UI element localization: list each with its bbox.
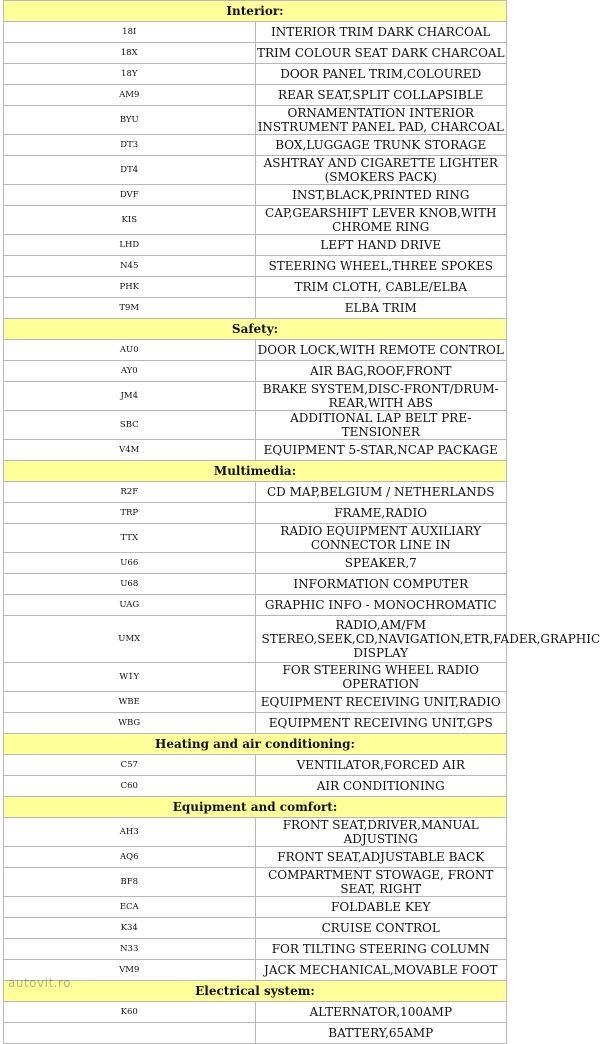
section-title: Heating and air conditioning: (4, 734, 507, 755)
option-code: ECA (4, 897, 256, 918)
option-code: V4M (4, 440, 256, 461)
option-row (4, 553, 507, 574)
option-description: COMPARTMENT STOWAGE, FRONT SEAT, RIGHT (255, 868, 507, 897)
option-code: 18Y (4, 64, 256, 85)
option-description: BRAKE SYSTEM,DISC-FRONT/DRUM-REAR,WITH ABS (255, 382, 507, 411)
option-row (4, 868, 507, 897)
option-code: AM9 (4, 85, 256, 106)
section-header (4, 461, 507, 482)
option-description: INFORMATION COMPUTER (255, 574, 507, 595)
option-row (4, 185, 507, 206)
option-row (4, 939, 507, 960)
option-description: SPEAKER,7 (255, 553, 507, 574)
option-code: C60 (4, 776, 256, 797)
option-code: W1Y (4, 663, 256, 692)
option-description: TRIM CLOTH, CABLE/ELBA (255, 277, 507, 298)
option-row (4, 206, 507, 235)
option-description: DOOR PANEL TRIM,COLOURED (255, 64, 507, 85)
option-code: DVF (4, 185, 256, 206)
option-row (4, 663, 507, 692)
option-code: DT3 (4, 135, 256, 156)
option-description: FRONT SEAT,ADJUSTABLE BACK (255, 847, 507, 868)
option-row (4, 235, 507, 256)
option-code: SBC (4, 411, 256, 440)
option-code: DT4 (4, 156, 256, 185)
option-code: PHK (4, 277, 256, 298)
option-description: TRIM COLOUR SEAT DARK CHARCOAL (255, 43, 507, 64)
option-description: EQUIPMENT 5-STAR,NCAP PACKAGE (255, 440, 507, 461)
section-header (4, 797, 507, 818)
option-description: ALTERNATOR,100AMP (255, 1002, 507, 1023)
option-code: WBG (4, 713, 256, 734)
option-row (4, 574, 507, 595)
option-description: FRONT SEAT,DRIVER,MANUAL ADJUSTING (255, 818, 507, 847)
option-description: LEFT HAND DRIVE (255, 235, 507, 256)
option-code: K34 (4, 918, 256, 939)
option-row (4, 503, 507, 524)
section-title: Interior: (4, 1, 507, 22)
option-row (4, 43, 507, 64)
option-description: BOX,LUGGAGE TRUNK STORAGE (255, 135, 507, 156)
option-code: BYU (4, 106, 256, 135)
option-description: CD MAP,BELGIUM / NETHERLANDS (255, 482, 507, 503)
section-header (4, 981, 507, 1002)
option-description: CRUISE CONTROL (255, 918, 507, 939)
option-row (4, 755, 507, 776)
option-row (4, 776, 507, 797)
watermark-logo: autovit.ro (8, 976, 71, 990)
option-description: RADIO EQUIPMENT AUXILIARY CONNECTOR LINE IN (255, 524, 507, 553)
option-code: N33 (4, 939, 256, 960)
option-row (4, 1002, 507, 1023)
option-code: K60 (4, 1002, 256, 1023)
option-row (4, 277, 507, 298)
option-code: TTX (4, 524, 256, 553)
option-code: U66 (4, 553, 256, 574)
options-table-body (4, 1, 600, 1044)
option-row (4, 440, 507, 461)
option-row (4, 1023, 507, 1044)
option-row (4, 897, 507, 918)
section-title: Multimedia: (4, 461, 507, 482)
option-row (4, 847, 507, 868)
option-code: 18X (4, 43, 256, 64)
section-header (4, 734, 507, 755)
option-description: STEERING WHEEL,THREE SPOKES (255, 256, 507, 277)
option-row (4, 22, 507, 43)
option-description: FRAME,RADIO (255, 503, 507, 524)
option-row (4, 135, 507, 156)
option-row (4, 818, 507, 847)
option-code: AU0 (4, 340, 256, 361)
option-code: BF8 (4, 868, 256, 897)
option-description: AIR CONDITIONING (255, 776, 507, 797)
option-code: AH3 (4, 818, 256, 847)
option-description: AIR BAG,ROOF,FRONT (255, 361, 507, 382)
option-description: EQUIPMENT RECEIVING UNIT,RADIO (255, 692, 507, 713)
option-description: ELBA TRIM (255, 298, 507, 319)
option-row (4, 256, 507, 277)
option-row (4, 106, 507, 135)
section-title: Safety: (4, 319, 507, 340)
option-description: ORNAMENTATION INTERIOR INSTRUMENT PANEL PAD, CHARCOAL (255, 106, 507, 135)
option-description: JACK MECHANICAL,MOVABLE FOOT (255, 960, 507, 981)
option-description: VENTILATOR,FORCED AIR (255, 755, 507, 776)
option-code: JM4 (4, 382, 256, 411)
option-row (4, 960, 507, 981)
section-header (4, 1, 507, 22)
option-row (4, 713, 507, 734)
option-row (4, 361, 507, 382)
option-row (4, 340, 507, 361)
option-code (4, 1023, 256, 1044)
option-description: REAR SEAT,SPLIT COLLAPSIBLE (255, 85, 507, 106)
option-description: FOR TILTING STEERING COLUMN (255, 939, 507, 960)
option-code: LHD (4, 235, 256, 256)
option-row (4, 382, 507, 411)
option-description: EQUIPMENT RECEIVING UNIT,GPS (255, 713, 507, 734)
option-description: INTERIOR TRIM DARK CHARCOAL (255, 22, 507, 43)
option-description: CAP,GEARSHIFT LEVER KNOB,WITH CHROME RING (255, 206, 507, 235)
option-code: U68 (4, 574, 256, 595)
option-description: BATTERY,65AMP (255, 1023, 507, 1044)
option-description: FOLDABLE KEY (255, 897, 507, 918)
option-code: WBE (4, 692, 256, 713)
option-row (4, 692, 507, 713)
option-code: 18I (4, 22, 256, 43)
option-row (4, 616, 507, 663)
option-row (4, 524, 507, 553)
option-code: R2F (4, 482, 256, 503)
option-code: KIS (4, 206, 256, 235)
option-description: DOOR LOCK,WITH REMOTE CONTROL (255, 340, 507, 361)
option-code: T9M (4, 298, 256, 319)
option-row (4, 298, 507, 319)
section-title: Electrical system: (4, 981, 507, 1002)
option-row (4, 595, 507, 616)
option-code: UAG (4, 595, 256, 616)
option-code: UMX (4, 616, 256, 663)
option-description: RADIO,AM/FM STEREO,SEEK,CD,NAVIGATION,ETR,FADER,GRAPHIC DISPLAY (255, 616, 507, 663)
section-header (4, 319, 507, 340)
option-description: INST,BLACK,PRINTED RING (255, 185, 507, 206)
option-row (4, 156, 507, 185)
option-code: N45 (4, 256, 256, 277)
option-code: AQ6 (4, 847, 256, 868)
option-code: VM9 (4, 960, 256, 981)
option-row (4, 85, 507, 106)
option-description: GRAPHIC INFO - MONOCHROMATIC (255, 595, 507, 616)
option-row (4, 482, 507, 503)
section-title: Equipment and comfort: (4, 797, 507, 818)
option-row (4, 64, 507, 85)
option-code: AY0 (4, 361, 256, 382)
options-table (3, 0, 600, 1044)
option-description: ADDITIONAL LAP BELT PRE-TENSIONER (255, 411, 507, 440)
option-description: ASHTRAY AND CIGARETTE LIGHTER (SMOKERS PACK) (255, 156, 507, 185)
option-row (4, 411, 507, 440)
option-description: FOR STEERING WHEEL RADIO OPERATION (255, 663, 507, 692)
option-row (4, 918, 507, 939)
option-code: TRP (4, 503, 256, 524)
option-code: C57 (4, 755, 256, 776)
